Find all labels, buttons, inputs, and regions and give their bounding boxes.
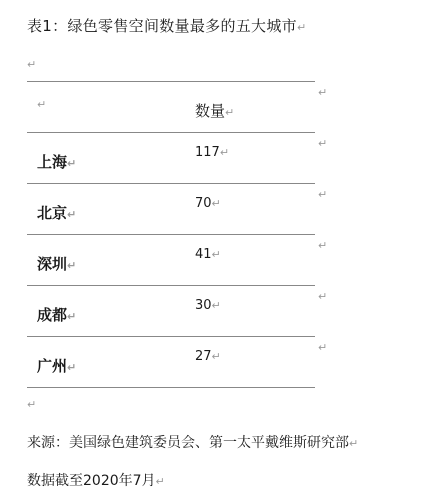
table-row [27,183,328,234]
paragraph-mark: ↵ [67,259,77,272]
paragraph-mark: ↵ [27,398,37,411]
row-end-mark: ↵ [318,341,328,354]
value-cell: 27↵ [195,349,221,364]
paragraph-mark: ↵ [211,248,221,261]
value-cell: 117↵ [195,145,230,160]
paragraph-mark: ↵ [219,146,230,159]
paragraph-mark: ↵ [211,350,221,363]
city-cell: 上海↵ [37,153,77,171]
row-end-mark: ↵ [318,188,328,201]
paragraph-mark: ↵ [67,208,77,221]
table-header-row [27,81,328,132]
paragraph-mark: ↵ [67,157,77,170]
paragraph-mark: ↵ [37,98,47,111]
paragraph-mark: ↵ [296,21,307,34]
table-row [27,234,328,285]
date-text: 数据截至2020年7月 [27,473,156,489]
paragraph-mark: ↵ [349,437,359,450]
city-cell: 北京↵ [37,204,77,222]
city-cell: 广州↵ [37,357,77,375]
city-cell: 成都↵ [37,306,77,324]
empty-paragraph [27,398,36,411]
header-city-cell [37,94,46,112]
date-note [27,470,165,490]
header-value-cell [195,100,234,121]
source-note [27,432,358,452]
paragraph-mark: ↵ [211,197,221,210]
row-end-mark: ↵ [318,137,328,150]
paragraph-mark: ↵ [67,310,77,323]
empty-paragraph [27,58,36,71]
paragraph-mark: ↵ [225,106,235,119]
table-caption-text: 表1：绿色零售空间数量最多的五大城市 [27,17,297,35]
row-end-mark: ↵ [318,86,328,99]
city-cell: 深圳↵ [37,255,77,273]
table-row [27,285,328,336]
table-row [27,132,328,183]
value-cell: 41↵ [195,247,221,262]
header-value-label: 数量 [195,102,226,120]
paragraph-mark: ↵ [27,58,37,71]
table-caption [27,15,306,36]
table-row [27,336,328,388]
data-table [27,81,328,388]
paragraph-mark: ↵ [211,299,221,312]
paragraph-mark: ↵ [67,361,77,374]
row-end-mark: ↵ [318,290,328,303]
source-text: 来源：美国绿色建筑委员会、第一太平戴维斯研究部 [27,435,349,451]
value-cell: 30↵ [195,298,221,313]
value-cell: 70↵ [195,196,221,211]
paragraph-mark: ↵ [155,475,165,488]
row-end-mark: ↵ [318,239,328,252]
